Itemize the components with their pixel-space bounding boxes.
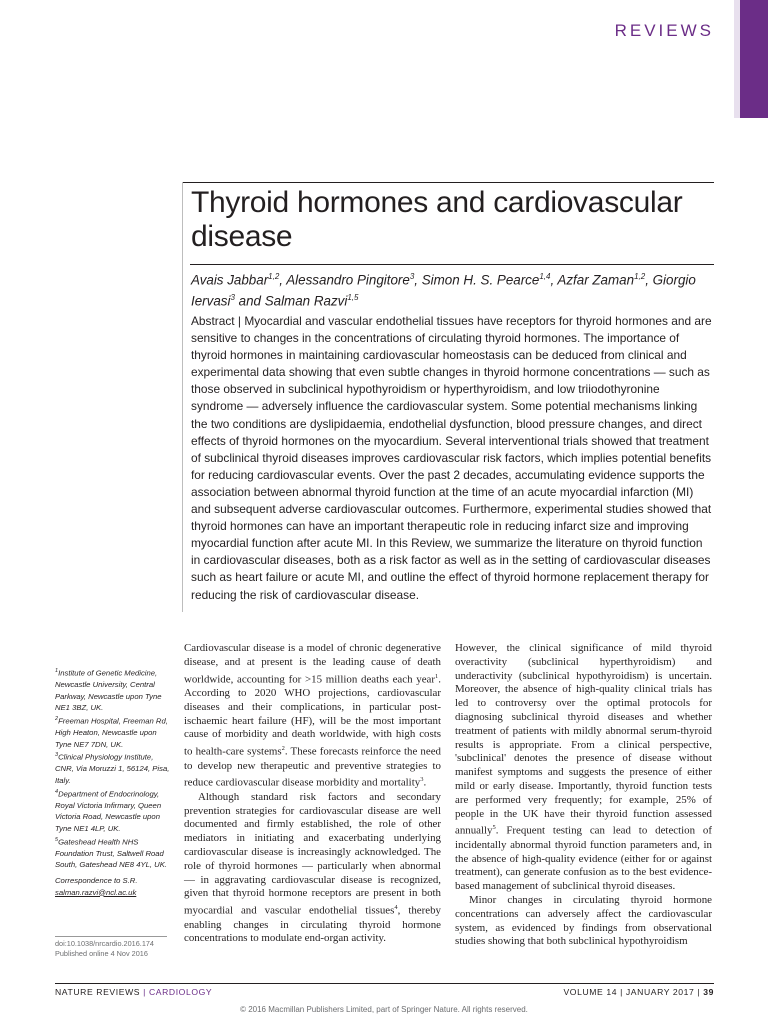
author-name: Alessandro Pingitore [286,272,410,288]
citation-ref: 2 [281,745,285,753]
author-list [191,268,711,311]
affiliation-number: 3 [55,752,59,759]
body-paragraph [184,791,441,946]
author-separator: , [550,272,558,288]
body-text: . These forecasts reinforce the need to develop new therapeutic and preventive strategies to reduce cardiovascular disease morbidity and mortality [184,745,441,790]
author-name: Giorgio Iervasi [191,272,696,309]
body-text: , thereby enabling changes in circulating thyroid hormone concentrations to modulate end-organ activity. [184,904,441,945]
issue-info: VOLUME 14 | JANUARY 2017 | [563,987,704,997]
author-affiliation-mark: 3 [409,272,415,281]
author-affiliation-mark: 1,2 [268,272,280,281]
body-paragraph [184,642,441,791]
affiliation-number: 2 [55,715,59,722]
abstract-text: Myocardial and vascular endothelial tissues have receptors for thyroid hormones and are sensitive to changes in the concentrations of circulating thyroid hormones. The importance of thyroid hormones in maintaining cardiovascular homeostasis can be deduced from clinical and experimental data showing that even subtle changes in thyroid hormone concentrations — such as those observed in subclinical hypothyroidism or hyperthyroidism, and low triiodothyronine syndrome — adversely influence the cardiovascular system. Some potential mechanisms linking the two conditions are dyslipidaemia, endothelial dysfunction, blood pressure changes, and direct effects of thyroid hormones on the myocardium. Several interventional trials showed that treatment of subclinical thyroid diseases improves cardiovascular risk factors, which implies potential benefits for reducing cardiovascular events. Over the past 2 decades, accumulating evidence supports the association between abnormal thyroid function at the time of an acute myocardial infarction (MI) and subsequent adverse cardiovascular outcomes. Furthermore, experimental studies showed that thyroid hormones can have an important therapeutic role in reducing infarct size and improving myocardial function after acute MI. In this Review, we summarize the literature on thyroid function in cardiovascular diseases, both as a risk factor as well as in the setting of cardiovascular diseases such as heart failure or acute MI, and outline the effect of thyroid hormone replacement therapy for reducing the risk of cardiovascular disease. [191,314,712,602]
affiliation-number: 1 [55,668,59,674]
body-text: Cardiovascular disease is a model of chronic degenerative disease, and at present is the leading cause of death worldwide, accounting for >15 million deaths each year [184,642,441,686]
affiliations-sidebar [55,666,173,898]
correspondence [55,875,173,898]
abstract-label: Abstract | [191,314,245,328]
author-name: Avais Jabbar [191,272,269,288]
author-affiliation-mark: 1,2 [634,272,646,281]
body-column-2 [455,642,712,949]
article-title: Thyroid hormones and cardiovascular disease [191,186,683,253]
published-date: Published online 4 Nov 2016 [55,949,148,958]
affiliation-text: Clinical Physiology Institute, CNR, Via Moruzzi 1, 56124, Pisa, Italy. [55,752,170,786]
affiliation [55,714,173,750]
section-label: REVIEWS [614,21,714,40]
section-tab-bar [740,0,768,118]
author-affiliation-mark: 1,4 [539,272,551,281]
body-paragraph [455,894,712,949]
affiliation [55,787,173,835]
affiliation-list [55,666,173,871]
affiliation-text: Institute of Genetic Medicine, Newcastle University, Central Parkway, Newcastle upon Tyne NE1 3BZ, UK. [55,668,162,713]
footer-journal [55,987,212,997]
correspondence-email[interactable]: salman.razvi@ncl.ac.uk [55,887,137,897]
title-side-rule [182,182,183,612]
body-text: . Frequent testing can lead to detection of incidentally abnormal thyroid function parameters and, in the absence of high-quality evidence (either for or against treatment), can generate confusion as to the best evidence-based management of subclinical thyroid diseases. [455,824,712,893]
affiliation [55,750,173,786]
affiliation-text: Gateshead Health NHS Foundation Trust, Saltwell Road South, Gateshead NE8 4YL, UK. [55,837,167,870]
body-text: . According to 2020 WHO projections, cardiovascular diseases and their complications, in particular post-ischaemic heart failure (HF), will be the most important cause of morbidity and death worldwide, with high costs to health-care systems [184,673,441,758]
citation-ref: 3 [420,776,424,784]
body-text: Although standard risk factors and secondary prevention strategies for cardiovascular disease are well documented and firmly established, the role of other mediators in initiating and exacerbating underlying cardiovascular disease is increasingly acknowledged. The role of thyroid hormones — particularly when abnormal — in aggravating cardiovascular disease is recognized, given that thyroid hormone receptors are present in both myocardial and vascular endothelial tissues [184,790,441,917]
author-separator: , [279,272,287,288]
body-text: . [423,777,427,790]
abstract [191,313,713,604]
journal-separator: | [140,987,149,997]
body-text: However, the clinical significance of mild thyroid overactivity (subclinical hyperthyroidism) and underactivity (subclinical hypothyroidism) is uncertain. Moreover, the absence of high-quality clinical trials has led to controversy over the optimal protocols for diagnosing subclinical thyroid diseases and whether treatment of patients with mildly abnormal serum-thyroid results is appropriate. From a clinical perspective, 'subclinical' denotes the presence of disease without manifest symptoms and suggests the presence of either mild or early disease. Importantly, thyroid function tests are performed very frequently; for example, 25% of people in the UK have their thyroid function assessed annually [455,642,712,837]
footer-rule [55,983,714,984]
journal-name: CARDIOLOGY [148,987,213,997]
author-affiliation-mark: 3 [230,293,235,303]
author-separator: , [645,272,653,288]
body-text: Minor changes in circulating thyroid hormone concentrations can adversely affect the cardiovascular system, as evidenced by findings from observational studies showing that both subclinical hypothyroidism [455,893,712,948]
author-name: Simon H. S. Pearce [421,272,540,288]
copyright-notice: © 2016 Macmillan Publishers Limited, part of Springer Nature. All rights reserved. [240,1005,528,1014]
citation-ref: 5 [492,824,496,832]
affiliation-number: 4 [55,788,59,795]
title-top-rule [182,182,714,183]
citation-ref: 4 [394,904,398,912]
author-name: Salman Razvi [264,293,348,309]
journal-prefix: NATURE REVIEWS [55,987,141,997]
page-number: 39 [703,987,714,997]
author-name: Azfar Zaman [557,272,635,288]
affiliation-text: Freeman Hospital, Freeman Rd, High Heaton, Newcastle upon Tyne NE7 7DN, UK. [55,716,168,749]
affiliation [55,666,173,714]
affiliation [55,835,173,871]
authors-rule [190,264,714,265]
citation-ref: 1 [435,672,439,680]
author-affiliation-mark: 1,5 [347,293,359,303]
correspondence-label: Correspondence to S.R. [55,875,138,885]
footer-issue [563,987,714,997]
doi-link[interactable]: doi:10.1038/nrcardio.2016.174 [55,939,154,948]
body-column-1 [184,642,441,946]
body-paragraph [455,642,712,894]
affiliation-number: 5 [55,836,59,843]
article-meta [55,939,173,959]
author-separator: , [414,272,422,288]
affiliation-text: Department of Endocrinology, Royal Victoria Infirmary, Queen Victoria Road, Newcastle upon Tyne NE1 4LP, UK. [55,789,162,833]
sidebar-rule [55,936,167,937]
author-separator: and [234,293,265,309]
